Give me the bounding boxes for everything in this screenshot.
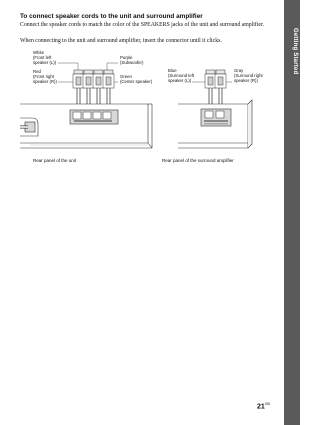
amp-diagram bbox=[162, 68, 264, 163]
amp-connector-plugs bbox=[205, 70, 226, 108]
unit-left-connector bbox=[20, 118, 38, 136]
unit-diagram bbox=[20, 50, 153, 163]
page-number-suffix: GB bbox=[264, 402, 270, 406]
blue-label: Blue (Surround left speaker (L)) bbox=[168, 68, 195, 83]
chapter-side-tab bbox=[284, 0, 300, 425]
page-number bbox=[257, 402, 270, 410]
chapter-tab-label: Getting Started bbox=[292, 28, 298, 75]
amp-speaker-terminal bbox=[201, 109, 231, 126]
purple-label: Purple (Subwoofer) bbox=[120, 55, 144, 65]
unit-speaker-terminal bbox=[70, 110, 118, 124]
white-label: White (Front left speaker (L)) bbox=[33, 50, 57, 65]
unit-caption: Rear panel of the unit bbox=[33, 158, 77, 163]
instruction-paragraph-2: When connecting to the unit and surround amplifier, insert the connector until it clicks. bbox=[20, 38, 222, 44]
green-label: Green (Center speaker) bbox=[120, 74, 153, 84]
amp-caption: Rear panel of the surround amplifier bbox=[162, 158, 234, 163]
connection-diagram bbox=[20, 48, 282, 168]
page-number-value: 21 bbox=[257, 403, 265, 411]
section-heading: To connect speaker cords to the unit and surround amplifier bbox=[20, 13, 203, 20]
red-label: Red (Front right speaker (R)) bbox=[33, 69, 57, 84]
gray-label: Gray (Surround right speaker (R)) bbox=[234, 68, 263, 83]
instruction-paragraph-1: Connect the speaker cords to match the color of the SPEAKERS jacks of the unit and surround amplifier. bbox=[20, 22, 265, 28]
